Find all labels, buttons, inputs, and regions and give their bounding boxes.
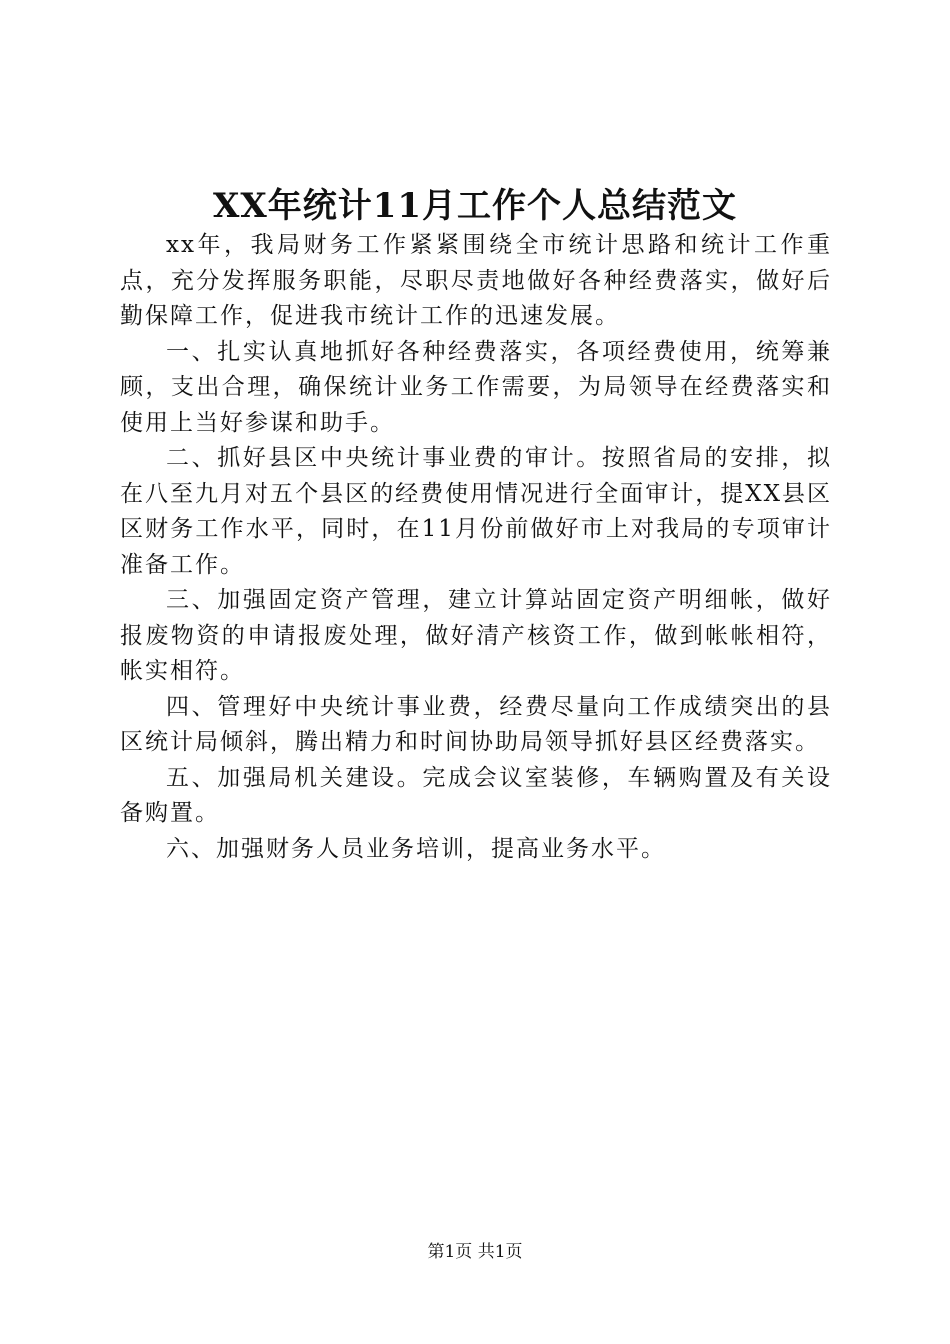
paragraph-intro: xx年，我局财务工作紧紧围绕全市统计思路和统计工作重点，充分发挥服务职能，尽职尽责地做好各种经费落实，做好后勤保障工作，促进我市统计工作的迅速发展。 — [120, 232, 832, 329]
document-title: XX年统计11月工作个人总结范文 — [212, 186, 738, 226]
paragraph-item-3: 三、加强固定资产管理，建立计算站固定资产明细帐，做好报废物资的申请报废处理，做好清产核资工作，做到帐帐相符，帐实相符。 — [120, 587, 832, 684]
paragraph-item-2: 二、抓好县区中央统计事业费的审计。按照省局的安排，拟在八至九月对五个县区的经费使用情况进行全面审计，提XX县区区财务工作水平，同时，在11月份前做好市上对我局的专项审计准备工作。 — [120, 445, 832, 578]
paragraph-item-4: 四、管理好中央统计事业费，经费尽量向工作成绩突出的县区统计局倾斜，腾出精力和时间协助局领导抓好县区经费落实。 — [120, 693, 832, 755]
document-body — [120, 228, 832, 867]
paragraph-item-1: 一、扎实认真地抓好各种经费落实，各项经费使用，统筹兼顾，支出合理，确保统计业务工作需要，为局领导在经费落实和使用上当好参谋和助手。 — [120, 338, 832, 436]
page-footer: 第1页 共1页 — [427, 1242, 523, 1262]
paragraph-item-5: 五、加强局机关建设。完成会议室装修，车辆购置及有关设备购置。 — [120, 764, 832, 826]
paragraph-item-6: 六、加强财务人员业务培训，提高业务水平。 — [166, 835, 666, 862]
